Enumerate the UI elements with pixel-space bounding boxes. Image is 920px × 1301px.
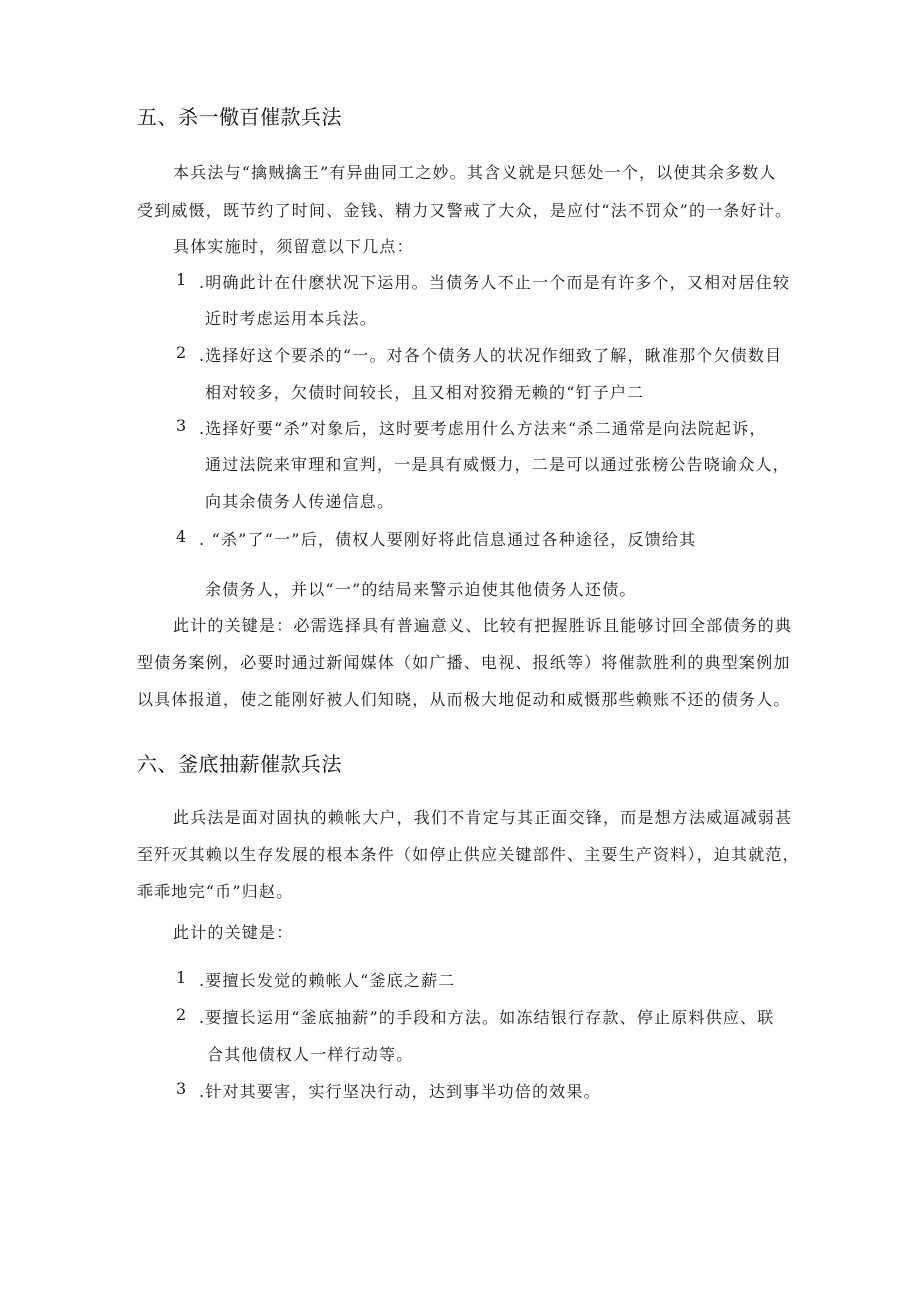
list-item-line: 合其他债权人一样行动等。 <box>207 1045 414 1064</box>
list-item-line: .明确此计在什麽状况下运用。当债务人不止一个而是有许多个，又相对居住较 <box>199 273 791 292</box>
paragraph-line: 此计的关键是：必需选择具有普遍意义、比较有把握胜诉且能够讨回全部债务的典 <box>173 616 793 635</box>
list-item-line: 近时考虑运用本兵法。 <box>205 309 378 328</box>
list-item-line: .选择好这个要杀的“一。对各个债务人的状况作细致了解，瞅准那个欠债数目 <box>199 346 783 365</box>
paragraph-line: 此兵法是面对固执的赖帐大户，我们不肯定与其正面交锋，而是想方法威逼减弱甚 <box>173 808 793 827</box>
paragraph-line: 本兵法与“擒贼擒王”有异曲同工之妙。其含义就是只惩处一个，以使其余多数人 <box>173 163 777 182</box>
list-item-number: 2 <box>176 1005 187 1024</box>
paragraph-line: 具体实施时，须留意以下几点： <box>173 237 414 256</box>
list-item-line: .针对其要害，实行坚决行动，达到事半功倍的效果。 <box>199 1082 601 1101</box>
list-item-line: .要擅长运用“釜底抽薪”的手段和方法。如冻结银行存款、停止原料供应、联 <box>199 1008 775 1027</box>
list-item-line: 向其余债务人传递信息。 <box>205 492 395 511</box>
list-item-line: 余债务人，并以“一”的结局来警示迫使其他债务人还债。 <box>205 580 637 599</box>
paragraph-line: 此计的关键是： <box>173 923 294 942</box>
paragraph-line: 至歼灭其赖以生存发展的根本条件（如停止供应关键部件、主要生产资料），迫其就范， <box>137 845 800 864</box>
paragraph-line: 受到威慑，既节约了时间、金钱、精力又警戒了大众，是应付“法不罚众”的一条好计。 <box>137 201 793 220</box>
list-item-number: 4 <box>176 527 187 546</box>
list-item-line: 通过法院来审理和宣判，一是具有威慑力，二是可以通过张榜公告晓谕众人， <box>205 455 790 474</box>
list-item-number: 3 <box>176 416 187 435</box>
list-item-line: .选择好要“杀”对象后，这时要考虑用什么方法来“杀二通常是向法院起诉， <box>199 419 767 438</box>
list-item-number: 3 <box>176 1079 187 1098</box>
list-item-number: 1 <box>176 968 187 987</box>
paragraph-line: 乖乖地完“币”归赵。 <box>137 882 294 901</box>
list-item-line: 相对较多，欠债时间较长，且又相对狡猾无赖的“钉子户二 <box>205 383 645 402</box>
list-item-line: .要擅长发觉的赖帐人“釜底之薪二 <box>199 971 456 990</box>
list-item-line: . “杀”了“一”后，债权人要刚好将此信息通过各种途径，反馈给其 <box>199 530 697 549</box>
section-heading-6: 六、釜底抽薪催款兵法 <box>137 752 342 776</box>
paragraph-line: 型债务案例，必要时通过新闻媒体（如广播、电视、报纸等）将催款胜利的典型案例加 <box>137 653 791 672</box>
list-item-number: 2 <box>176 343 187 362</box>
section-heading-5: 五、杀一儆百催款兵法 <box>137 105 342 129</box>
paragraph-line: 以具体报道，使之能刚好被人们知晓，从而极大地促动和威慑那些赖账不还的债务人。 <box>137 690 791 709</box>
list-item-number: 1 <box>176 270 187 289</box>
